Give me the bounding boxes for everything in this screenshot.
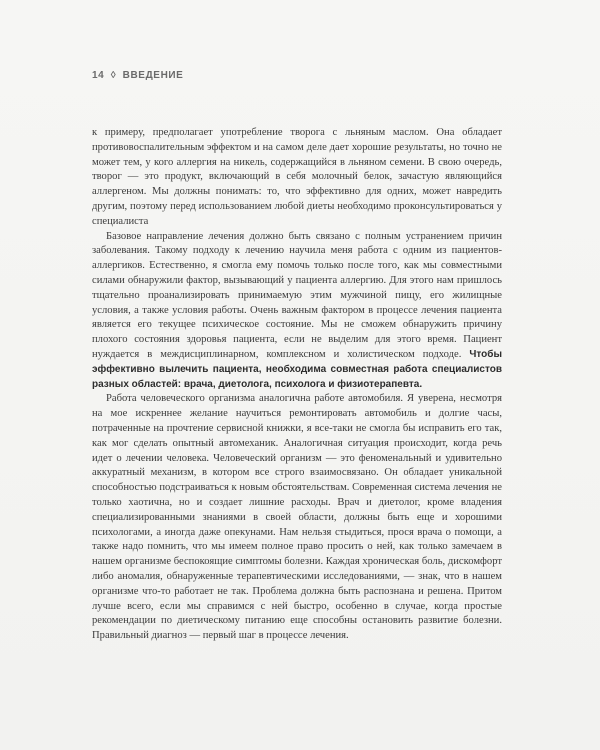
section-title: ВВЕДЕНИЕ	[122, 70, 184, 81]
paragraph-1	[92, 126, 502, 230]
paragraph-3	[92, 392, 502, 644]
header-separator: ◊	[110, 70, 117, 81]
paragraph-2-emphasis: Чтобы эффективно вылечить пациента, необходима совместная работа специалистов разных областей: врача, диетолога, психолога и физиотерапевта.	[92, 348, 502, 390]
paragraph-2	[92, 230, 502, 393]
body-text	[92, 126, 502, 644]
paragraph-3-text: Работа человеческого организма аналогична работе автомобиля. Я уверена, несмотря на мое искреннее желание научиться ремонтировать автомобиль и долгие часы, потраченные на прочтение сервисной книжки, я все-таки не смогла бы исправить его так, как мог сделать опытный автомеханик. Аналогичная ситуация происходит, когда речь идет о лечении человека. Человеческий организм — это феноменальный и удивительно аккуратный механизм, в котором все строго взаимосвязано. Он обладает уникальной способностью подстраиваться к новым обстоятельствам. Современная система лечения не только хаотична, но и создает лишние расходы. Врач и диетолог, кроме владения специализированными знаниями в своей области, должны быть еще и хорошими психологами, а иногда даже опекунами. Нам нельзя стыдиться, прося врача о помощи, а также надо помнить, что мы имеем полное право просить о ней, как только замечаем в нашем организме беспокоящие симптомы болезни. Каждая хроническая боль, дискомфорт либо аномалия, обнаруженные терапевтическими исследованиями, — знак, что в нашем организме что-то работает не так. Проблема должна быть распознана и решена. Притом лучше всего, если мы справимся с ней быстро, особенно в случае, когда простые рекомендации по диетическому питанию еще способны остановить развитие болезни. Правильный диагноз — первый шаг в процессе лечения.	[92, 393, 502, 642]
page-number: 14	[92, 70, 105, 81]
running-header	[92, 70, 183, 81]
paragraph-1-text: к примеру, предполагает употребление творога с льняным маслом. Она обладает противовоспалительным эффектом и на самом деле дает хорошие результаты, но точно не может тем, у кого аллергия на никель, содержащийся в льняном семени. В свою очередь, творог — это продукт, включающий в себя молочный белок, зачастую являющийся аллергеном. Мы должны понимать: то, что эффективно для одних, может навредить другим, поэтому перед использованием любой диеты необходимо проконсультироваться у специалиста	[92, 127, 502, 227]
paragraph-2-text: Базовое направление лечения должно быть связано с полным устранением причин заболевания. Такому подходу к лечению научила меня работа с одним из пациентов-аллергиков. Естественно, я смогла ему помочь только после того, как мы совместными силами обнаружили фактор, вызывающий у пациента аллергию. Для этого нам пришлось тщательно проанализировать принимаемую этим мужчиной пищу, его жилищные условия, а также условия работы. Очень важным фактором в процессе лечения пациента является его текущее психическое состояние. Мы не сможем обнаружить причину плохого состояния здоровья пациента, если не выделим для этого время. Пациент нуждается в междисциплинарном, комплексном и холистическом подходе.	[92, 230, 502, 360]
